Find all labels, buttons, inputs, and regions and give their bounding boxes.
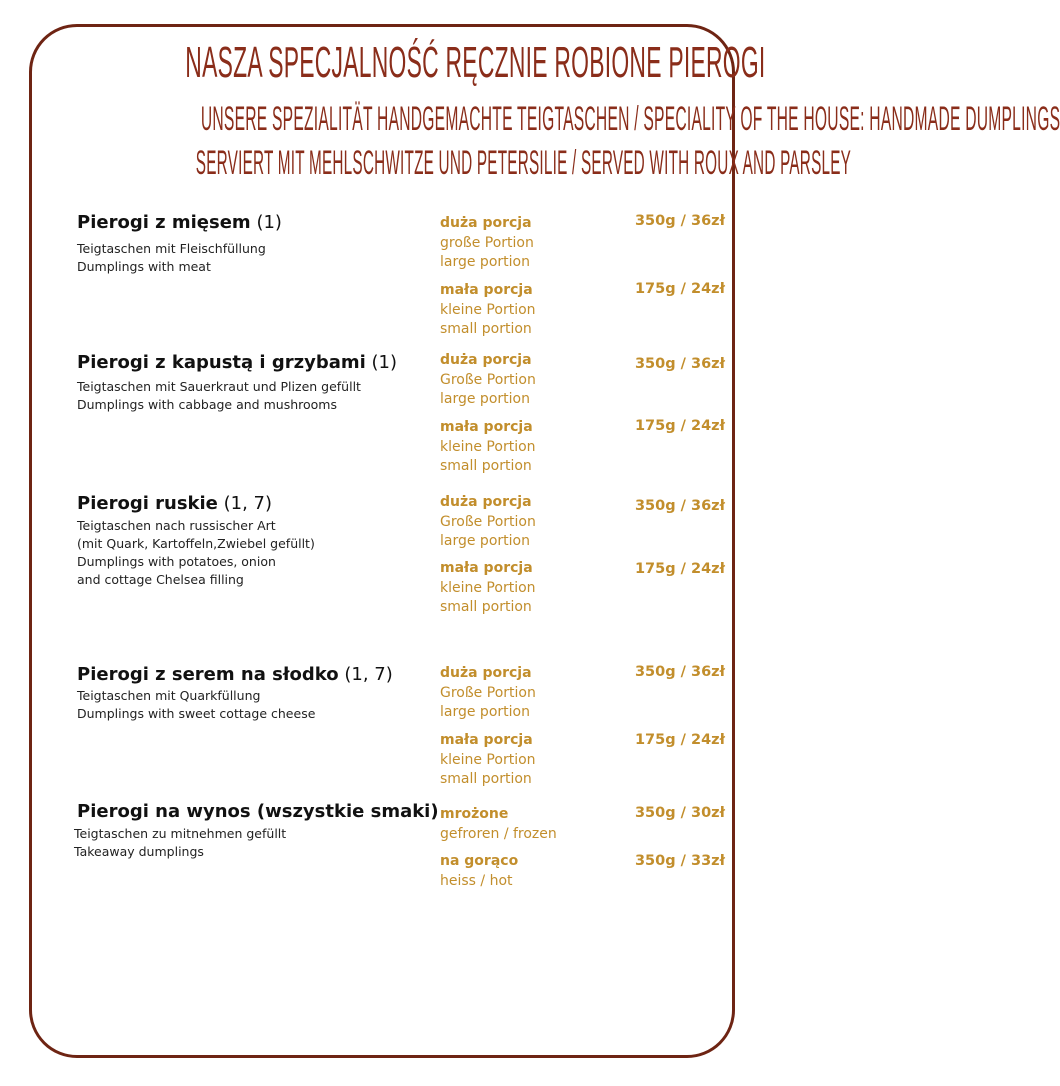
portion-small: mała porcja kleine Portion small portion [440,732,536,787]
dish-description: Teigtaschen nach russischer Art (mit Quark, Kartoffeln,Zwiebel gefüllt) Dumplings with potatoes, onion and cottage Chelsea filling [77,518,315,587]
portion-large: duża porcja Große Portion large portion [440,494,536,549]
price-small: 175g / 24zł [634,561,725,577]
dish-title: Pierogi na wynos (wszystkie smaki) [77,801,439,822]
dish-title: Pierogi z kapustą i grzybami (1) [77,352,398,373]
dish-description: Teigtaschen mit Sauerkraut und Plizen gefüllt Dumplings with cabbage and mushrooms [77,379,361,412]
price-small: 175g / 24zł [634,418,725,434]
portion-hot: na gorąco heiss / hot [440,853,519,889]
portion-frozen: mrożone gefroren / frozen [440,806,557,842]
menu-subtitle-served-with: SERVIERT MIT MEHLSCHWITZE UND PETERSILIE / SERVED WITH ROUX AND PARSLEY [195,144,852,182]
portion-small: mała porcja kleine Portion small portion [440,560,536,615]
dish-description: Teigtaschen mit Quarkfüllung Dumplings with sweet cottage cheese [77,688,316,721]
dish-description: Teigtaschen zu mitnehmen gefüllt Takeaway dumplings [74,826,287,859]
portion-small: mała porcja kleine Portion small portion [440,419,536,474]
menu-subtitle-languages: UNSERE SPEZIALITÄT HANDGEMACHTE TEIGTASCHEN / SPECIALITY OF THE HOUSE: HANDMADE DUMPLINGS [200,100,1060,138]
price-large: 350g / 36zł [634,664,725,680]
portion-large: duża porcja Große Portion large portion [440,352,536,407]
portion-large: duża porcja große Portion large portion [440,215,534,270]
price-large: 350g / 36zł [634,356,725,372]
price-small: 175g / 24zł [634,281,725,297]
dish-description: Teigtaschen mit Fleischfüllung Dumplings with meat [77,241,266,274]
dish-title: Pierogi z serem na słodko (1, 7) [77,664,393,685]
price-hot: 350g / 33zł [634,853,725,869]
dish-title: Pierogi z mięsem (1) [77,212,282,233]
price-frozen: 350g / 30zł [634,805,725,821]
price-large: 350g / 36zł [634,213,725,229]
price-small: 175g / 24zł [634,732,725,748]
portion-small: mała porcja kleine Portion small portion [440,282,536,337]
portion-large: duża porcja Große Portion large portion [440,665,536,720]
price-large: 350g / 36zł [634,498,725,514]
menu-title: NASZA SPECJALNOŚĆ RĘCZNIE ROBIONE PIEROGI [185,38,766,87]
dish-title: Pierogi ruskie (1, 7) [77,493,273,514]
